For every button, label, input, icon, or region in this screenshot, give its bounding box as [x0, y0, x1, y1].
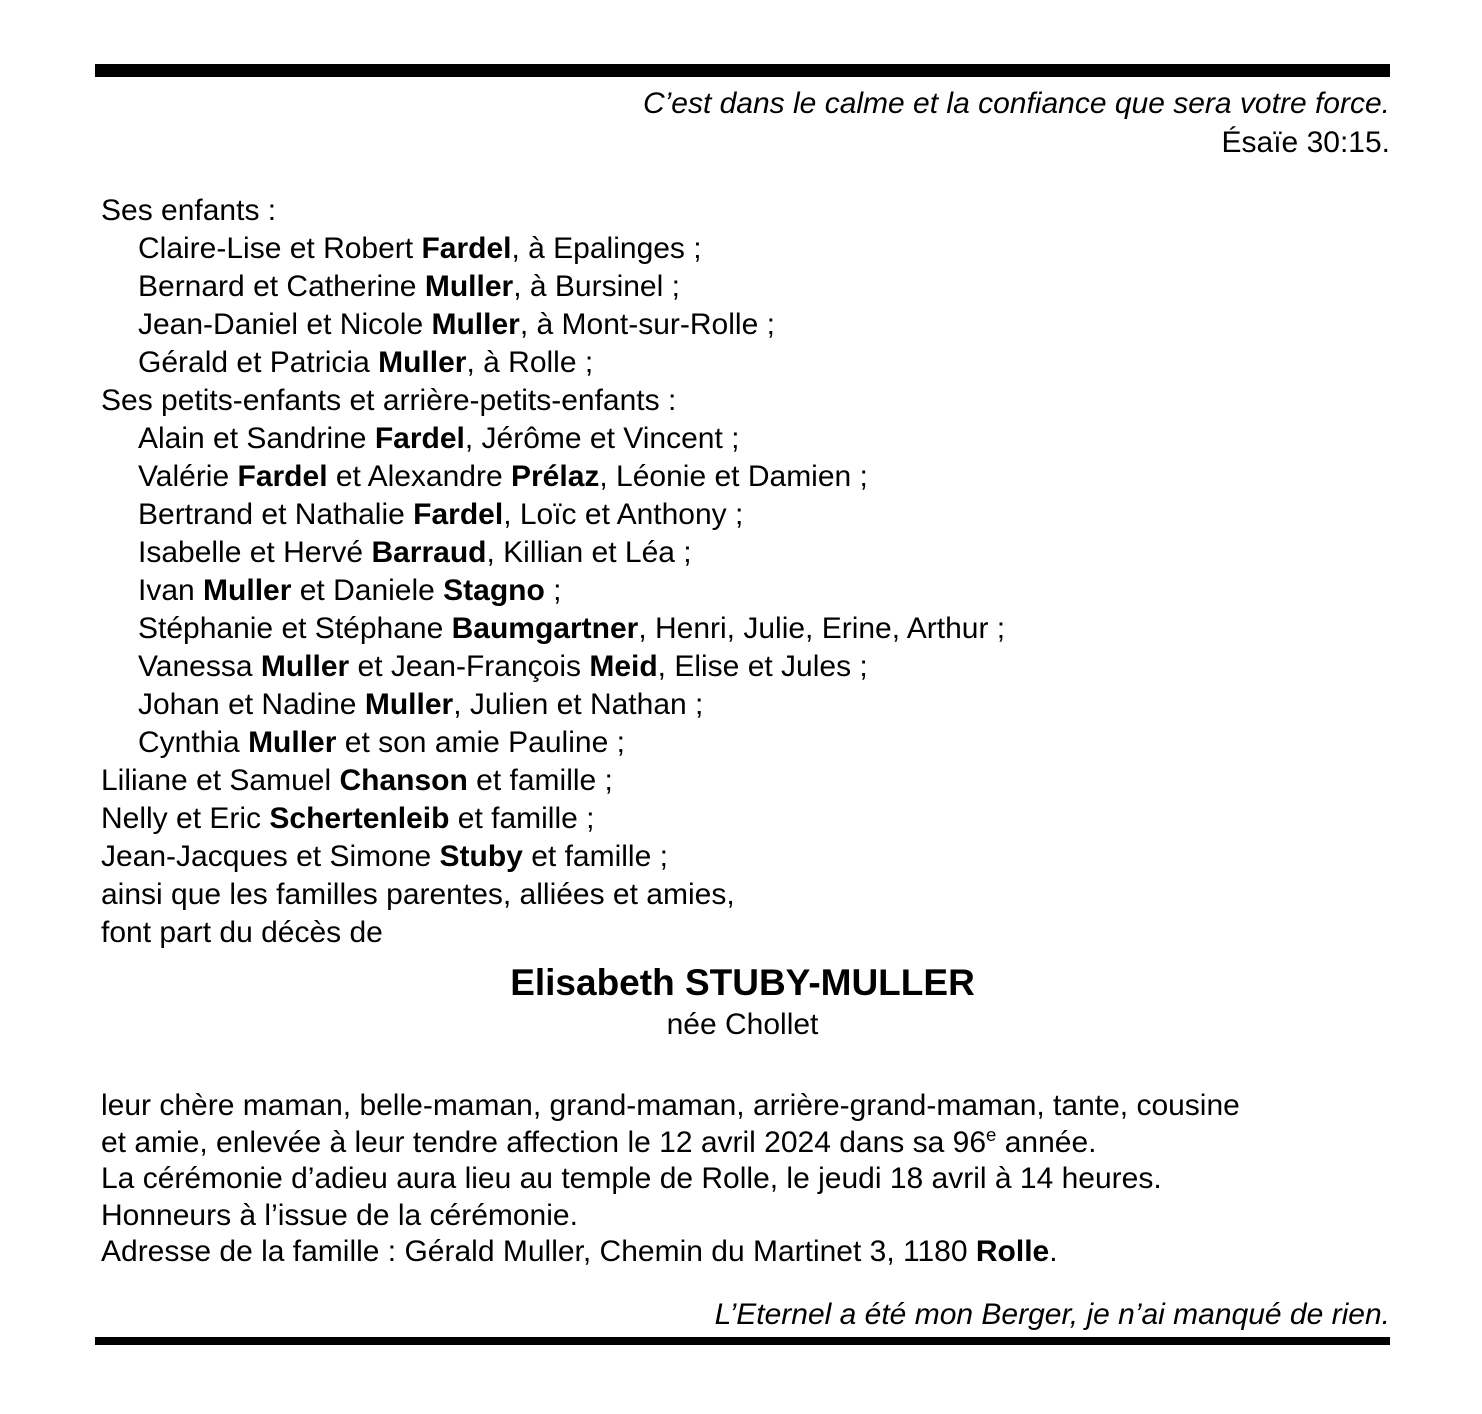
family-line — [101, 876, 1401, 914]
family-line — [101, 534, 1401, 572]
deceased-name-block — [95, 960, 1390, 1044]
surname-bold: Muller — [424, 270, 514, 303]
text-segment: , Elise et Jules ; — [657, 650, 868, 683]
text-segment: Jean-Jacques et Simone — [101, 840, 440, 873]
epigraph — [95, 84, 1390, 162]
text-segment: , Léonie et Damien ; — [599, 460, 868, 493]
surname-bold: Muller — [364, 688, 454, 721]
text-segment: , Henri, Julie, Erine, Arthur ; — [638, 612, 1006, 645]
surname-bold: Prélaz — [511, 460, 600, 493]
deceased-name: Elisabeth STUBY-MULLER — [510, 962, 975, 1003]
surname-bold: Fardel — [413, 498, 504, 531]
text-segment: , à Mont-sur-Rolle ; — [519, 308, 775, 341]
text-segment: Honneurs à l’issue de la cérémonie. — [101, 1198, 578, 1232]
family-line — [101, 762, 1401, 800]
bottom-rule — [95, 1337, 1390, 1345]
surname-bold: Muller — [203, 574, 292, 607]
surname-bold: Fardel — [374, 422, 465, 455]
text-segment: Ivan — [138, 574, 204, 607]
family-line — [101, 420, 1401, 458]
family-line — [101, 382, 1401, 420]
family-line — [101, 306, 1401, 344]
text-segment: La cérémonie d’adieu aura lieu au temple de Rolle, le jeudi 18 avril à 14 heures. — [101, 1162, 1162, 1195]
text-segment: Alain et Sandrine — [138, 422, 375, 455]
family-line — [101, 344, 1401, 382]
epigraph-attribution: Ésaïe 30:15. — [1221, 126, 1390, 159]
family-line — [101, 496, 1401, 534]
family-line — [101, 838, 1401, 876]
text-segment: et Jean-François — [349, 650, 590, 683]
text-segment: Cynthia — [138, 726, 249, 759]
family-line — [101, 724, 1401, 762]
surname-bold: Baumgartner — [451, 612, 639, 645]
text-segment: Johan et Nadine — [138, 688, 365, 721]
details-line — [101, 1198, 1411, 1235]
text-segment: Adresse de la famille : Gérald Muller, Chemin du Martinet 3, 1180 — [101, 1235, 976, 1268]
text-segment: et famille ; — [449, 802, 595, 835]
surname-bold: Muller — [378, 346, 467, 379]
text-segment: font part du décès de — [101, 916, 383, 949]
surname-bold: Fardel — [421, 232, 512, 265]
details-line — [101, 1088, 1411, 1125]
surname-bold: Muller — [260, 650, 350, 683]
details-line — [101, 1161, 1411, 1198]
text-segment: et famille ; — [522, 840, 668, 873]
family-line — [101, 192, 1401, 230]
text-segment: et amie, enlevée à leur tendre affection le 12 avril 2024 dans sa 96 — [101, 1125, 987, 1159]
text-segment: Gérald et Patricia — [138, 346, 379, 379]
family-list — [101, 192, 1401, 952]
text-segment: , à Rolle ; — [466, 346, 594, 379]
epigraph-quote: C’est dans le calme et la confiance que sera votre force. — [642, 87, 1390, 120]
text-segment: leur chère maman, belle-maman, grand-maman, arrière-grand-maman, tante, cousine — [101, 1089, 1240, 1122]
text-segment: , à Epalinges ; — [511, 232, 702, 265]
text-segment: Nelly et Eric — [101, 802, 270, 835]
top-rule — [95, 64, 1390, 77]
family-line — [101, 572, 1401, 610]
text-segment: et famille ; — [467, 764, 613, 797]
text-segment: Ses enfants : — [101, 194, 277, 227]
text-segment: . — [1049, 1235, 1058, 1268]
text-segment: , Loïc et Anthony ; — [503, 498, 744, 531]
surname-bold: Stuby — [439, 840, 523, 873]
text-segment: année. — [996, 1125, 1097, 1159]
family-line — [101, 914, 1401, 952]
text-segment: Bertrand et Nathalie — [138, 498, 414, 531]
maiden-name: née Chollet — [666, 1008, 819, 1041]
surname-bold: Chanson — [339, 764, 468, 797]
family-line — [101, 648, 1401, 686]
ordinal-superscript: e — [986, 1123, 997, 1145]
announcement-details — [101, 1088, 1411, 1271]
closing-quote: L’Eternel a été mon Berger, je n’ai manqué de rien. — [714, 1298, 1390, 1331]
text-segment: ainsi que les familles parentes, alliées et amies, — [101, 878, 735, 911]
family-line — [101, 686, 1401, 724]
text-segment: et son amie Pauline ; — [336, 726, 625, 759]
text-segment: ; — [544, 574, 562, 607]
family-line — [101, 268, 1401, 306]
surname-bold: Schertenleib — [269, 802, 450, 835]
surname-bold: Stagno — [443, 574, 545, 607]
surname-bold: Meid — [589, 650, 658, 683]
text-segment: Isabelle et Hervé — [138, 536, 372, 569]
text-segment: Vanessa — [138, 650, 261, 683]
surname-bold: Rolle — [975, 1235, 1050, 1268]
details-line — [101, 1234, 1411, 1271]
text-segment: Liliane et Samuel — [101, 764, 340, 797]
surname-bold: Muller — [248, 726, 337, 759]
text-segment: Ses petits-enfants et arrière-petits-enfants : — [101, 384, 677, 417]
text-segment: , Jérôme et Vincent ; — [464, 422, 740, 455]
text-segment: et Alexandre — [327, 460, 511, 493]
surname-bold: Muller — [431, 308, 520, 341]
text-segment: Stéphanie et Stéphane — [138, 612, 452, 645]
surname-bold: Barraud — [371, 536, 487, 569]
text-segment: Valérie — [138, 460, 238, 493]
text-segment: , à Bursinel ; — [513, 270, 680, 303]
text-segment: Jean-Daniel et Nicole — [138, 308, 432, 341]
text-segment: et Daniele — [291, 574, 444, 607]
surname-bold: Fardel — [237, 460, 328, 493]
details-line — [101, 1125, 1411, 1162]
text-segment: , Julien et Nathan ; — [453, 688, 704, 721]
text-segment: , Killian et Léa ; — [486, 536, 692, 569]
text-segment: Claire-Lise et Robert — [138, 232, 422, 265]
family-line — [101, 230, 1401, 268]
family-line — [101, 458, 1401, 496]
family-line — [101, 800, 1401, 838]
family-line — [101, 610, 1401, 648]
text-segment: Bernard et Catherine — [138, 270, 425, 303]
